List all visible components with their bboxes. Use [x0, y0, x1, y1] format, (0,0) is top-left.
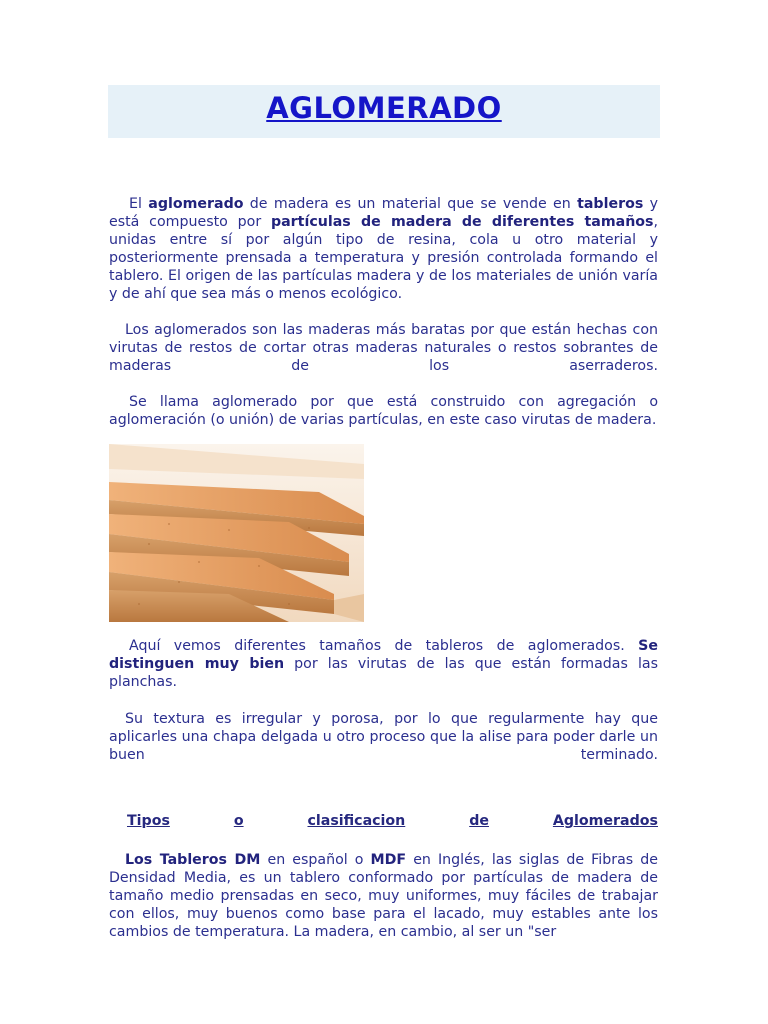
term-tableros-dm: Los Tableros DM	[125, 852, 261, 868]
term-aglomerado: aglomerado	[148, 196, 244, 212]
particleboard-stack-photo	[109, 444, 364, 622]
title-banner	[108, 85, 660, 138]
term-se-distinguen: Se distinguen muy bien	[109, 638, 658, 672]
term-particulas: partículas de madera de diferentes tamaños	[270, 214, 654, 230]
paragraph-textura: Su textura es irregular y porosa, por lo que regularmente hay que aplicarles una chapa delgada u otro proceso que la alise para poder darle un buen terminado.	[109, 711, 658, 763]
paragraph-definition: Se llama aglomerado por que está construido con agregación o aglomeración (o unión) de varias partículas, en este caso virutas de madera.	[109, 394, 658, 428]
paragraph-baratas: Los aglomerados son las maderas más baratas por que están hechas con virutas de restos de cortar otras maderas naturales o restos sobrantes de maderas de los aserraderos.	[109, 322, 658, 374]
section-heading-tipos: Tipos o clasificacion de Aglomerados	[127, 813, 658, 829]
paragraph-tableros-dm: Los Tableros DM en español o MDF en Inglés, las siglas de Fibras de Densidad Media, es un tablero conformado por partículas de madera de tamaño medio prensadas en seco, muy uniformes, muy fáciles de trabajar con ellos, muy buenos como base para el lacado, muy estables ante los cambios de temperatura. La madera, en cambio, al ser un "ser	[109, 852, 658, 940]
term-mdf: MDF	[370, 852, 407, 868]
paragraph-tamanos: Aquí vemos diferentes tamaños de tableros de aglomerados. Se distinguen muy bien por las virutas de las que están formadas las planchas.	[109, 638, 658, 690]
page-title[interactable]: AGLOMERADO	[266, 91, 502, 125]
term-tableros: tableros	[577, 196, 644, 212]
intro-paragraph: El aglomerado de madera es un material que se vende en tableros y está compuesto por partículas de madera de diferentes tamaños, unidas entre sí por algún tipo de resina, cola u otro material y posteriormente prensada a temperatura y presión controlada formando el tablero. El origen de las partículas madera y de los materiales de unión varía y de ahí que sea más o menos ecológico.	[109, 196, 659, 302]
